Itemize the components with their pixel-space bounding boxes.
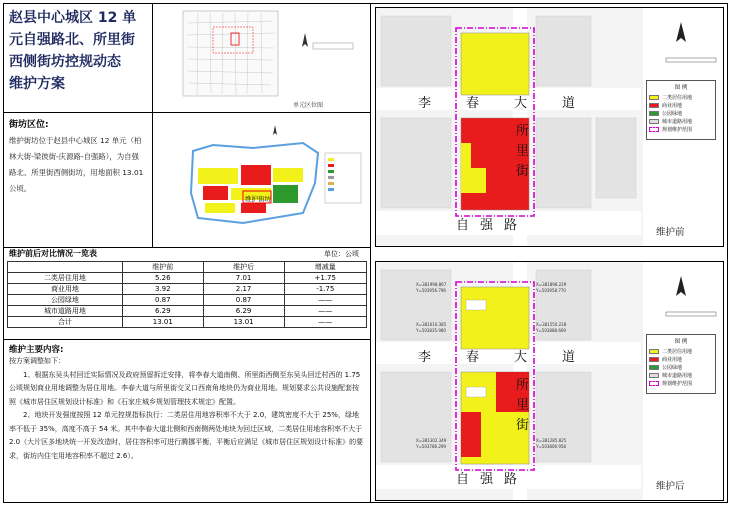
coordinate-label: Y=503956.796: [416, 288, 446, 293]
table-cell: 城市道路用地: [8, 306, 123, 317]
coordinate-label: X=381998.867: [416, 282, 447, 287]
map-before: [375, 7, 724, 247]
content-heading: 维护主要内容:: [9, 345, 64, 355]
street-label: 街: [516, 164, 530, 179]
content-item-2: 2、地块开发强度按照 12 单元控规指标执行：二类居住用地容积率不大于 2.0，建筑密度不大于 25%，绿地率不低于 35%，高度不高于 54 米。其中李春大道北侧和西南侧两处地块为回迁区域，二类居住用地容积率不大于 2.0（大片区多地块统一开发改造时，居住容积率可进行腾挪平衡，平衡后应满足《城市居住区规划设计标准》的要求，街坊内住宅用地容积率不超过 2.6）。: [9, 411, 364, 460]
table-cell: 合计: [8, 317, 123, 328]
coordinate-label: X=381550.228: [536, 322, 567, 327]
coordinate-label: Y=503888.669: [536, 328, 566, 333]
table-cell: 6.29: [122, 306, 203, 317]
legend-item: 规划维护范围: [662, 380, 693, 387]
street-label: 所: [516, 124, 530, 139]
map-after-label: 维护后: [656, 481, 685, 492]
table-header-row: [8, 262, 367, 273]
table-header: 增减量: [284, 262, 367, 273]
legend-item: 商业用地: [662, 102, 683, 109]
street-label: 所: [516, 378, 530, 393]
detail-map-label: 维护街坊: [245, 195, 271, 203]
overview-map: [153, 3, 371, 113]
table-row: [8, 306, 367, 317]
table-cell: 7.01: [203, 273, 284, 284]
street-label: 强: [480, 218, 494, 233]
content-section: [3, 340, 371, 503]
street-label: 春: [466, 96, 480, 111]
street-label: 道: [562, 350, 576, 365]
legend-item: 城市道路用地: [662, 372, 693, 379]
legend-title: 图 例: [674, 85, 688, 91]
location-text: 维护街坊位于赵县中心城区 12 单元（柏林大街-梁彼街-庆源路-自强路），为自强路北、所里街西侧街坊，用地面积 13.01 公顷。: [9, 136, 144, 193]
location-section: [3, 113, 153, 248]
street-label: 道: [562, 96, 576, 111]
street-label: 强: [480, 472, 494, 487]
table-row: [8, 273, 367, 284]
legend-item: 二类居住用地: [662, 94, 693, 101]
street-label: 李: [418, 96, 432, 111]
overview-map-label: 单元区位图: [293, 102, 324, 109]
table-header: 维护前: [122, 262, 203, 273]
street-label: 路: [504, 472, 518, 487]
north-arrow-icon: [302, 33, 308, 47]
coordinate-label: X=381898.229: [536, 282, 567, 287]
scale-bar-icon: [666, 312, 716, 316]
comparison-table: [7, 261, 367, 328]
table-cell: ——: [284, 306, 367, 317]
coordinate-label: Y=503958.770: [536, 288, 566, 293]
street-label: 大: [514, 96, 528, 111]
left-column: [3, 3, 371, 503]
comparison-heading: 维护前后对比情况一览表: [9, 249, 97, 258]
title-box: [3, 3, 153, 113]
street-label: 自: [456, 472, 470, 487]
coordinate-label: X=381285.825: [536, 438, 567, 443]
content-intro: 按方案调整如下：: [9, 357, 65, 365]
street-label: 春: [466, 350, 480, 365]
table-cell: -1.75: [284, 284, 367, 295]
table-cell: 0.87: [203, 295, 284, 306]
street-label: 大: [514, 350, 528, 365]
table-cell: 3.92: [122, 284, 203, 295]
table-row: [8, 317, 367, 328]
street-label: 李: [418, 350, 432, 365]
legend-item: 商业用地: [662, 356, 683, 363]
table-cell: +1.75: [284, 273, 367, 284]
table-cell: 公园绿地: [8, 295, 123, 306]
north-arrow-icon: [273, 125, 277, 135]
overview-map-graphic: [153, 3, 371, 113]
table-cell: 6.29: [203, 306, 284, 317]
table-cell: ——: [284, 295, 367, 306]
coordinate-label: Y=503786.299: [416, 444, 446, 449]
coordinate-label: Y=503835.980: [416, 328, 446, 333]
table-cell: 13.01: [122, 317, 203, 328]
comparison-unit: 单位：公顷: [324, 250, 359, 258]
map-legend: [646, 80, 716, 140]
table-row: [8, 284, 367, 295]
legend-item: 规划维护范围: [662, 126, 693, 133]
map-after: [375, 261, 724, 501]
table-cell: 商业用地: [8, 284, 123, 295]
legend-item: 公园绿地: [662, 110, 683, 117]
comparison-header: [3, 248, 371, 260]
coordinate-label: X=381610.385: [416, 322, 447, 327]
title-line-4: 维护方案: [9, 76, 65, 92]
table-header: 维护后: [203, 262, 284, 273]
scale-bar-icon: [666, 58, 716, 62]
table-cell: 二类居住用地: [8, 273, 123, 284]
legend-item: 公园绿地: [662, 364, 683, 371]
street-label: 路: [504, 218, 518, 233]
table-cell: 2.17: [203, 284, 284, 295]
table-cell: ——: [284, 317, 367, 328]
map-before-label: 维护前: [656, 227, 685, 238]
legend-title: 图 例: [674, 339, 688, 345]
street-label: 里: [516, 144, 530, 159]
comparison-section: [3, 248, 371, 340]
title-line-3: 西侧街坊控规动态: [9, 54, 121, 70]
table-cell: 13.01: [203, 317, 284, 328]
title-line-2: 元自强路北、所里街: [9, 32, 135, 48]
map-legend: [646, 334, 716, 394]
legend-item: 二类居住用地: [662, 348, 693, 355]
street-label: 街: [516, 418, 530, 433]
table-header: [8, 262, 123, 273]
location-heading: 街坊区位:: [9, 120, 49, 130]
legend-item: 城市道路用地: [662, 118, 693, 125]
table-cell: 0.87: [122, 295, 203, 306]
title-line-1: 赵县中心城区 12 单: [9, 10, 137, 26]
content-item-1: 1、根据东吴头村回迁实际情况及政府预留拆迁安排，将李春大道南侧、所里街西侧至东吴头回迁村西的 1.75 公顷规划商业用地调整为居住用地。李春大道与所里街交叉口西南角地块仍为商业用地。规划要求公共设施配套按照《城市居住区规划设计标准》和《石家庄城乡规划管理技术规定》配置。: [9, 370, 361, 406]
coordinate-label: X=381302.349: [416, 438, 447, 443]
right-column: [371, 3, 728, 503]
table-cell: 5.26: [122, 273, 203, 284]
detail-map: [153, 113, 371, 248]
street-label: 自: [456, 218, 470, 233]
detail-map-graphic: [153, 113, 371, 248]
coordinate-label: Y=503806.958: [536, 444, 566, 449]
street-label: 里: [516, 398, 530, 413]
table-row: [8, 295, 367, 306]
